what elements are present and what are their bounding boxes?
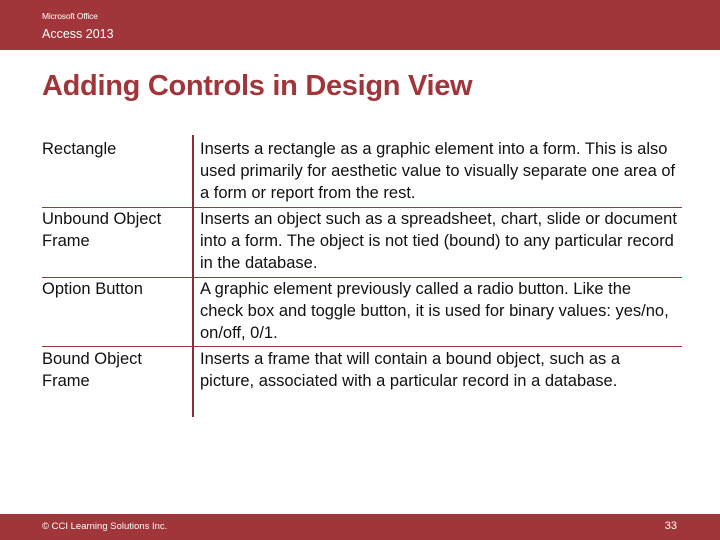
row-divider [42,346,682,347]
page-number: 33 [664,520,677,532]
control-description: Inserts a rectangle as a graphic element into a form. This is also used primarily for aesthetic value to visually separate one area of a form or report from the rest. [200,140,676,202]
slide-title: Adding Controls in Design View [42,70,473,102]
control-description: Inserts an object such as a spreadsheet, chart, slide or document into a form. The object is not tied (bound) to any particular record in the database. [200,210,677,272]
column-divider [192,135,194,417]
control-term: Bound Object Frame [42,350,142,390]
brand-label: Microsoft Office [42,11,98,21]
control-description: A graphic element previously called a radio button. Like the check box and toggle button, it is used for binary values: yes/no, on/off, 0/1. [200,280,669,342]
control-description: Inserts a frame that will contain a bound object, such as a picture, associated with a particular record in a database. [200,350,621,390]
control-term: Rectangle [42,140,117,158]
control-term: Option Button [42,280,143,298]
control-term: Unbound Object Frame [42,210,162,250]
copyright-text: © CCI Learning Solutions Inc. [42,521,168,532]
header-bar [0,0,720,50]
footer-bar [0,514,720,540]
product-label: Access 2013 [42,27,114,41]
